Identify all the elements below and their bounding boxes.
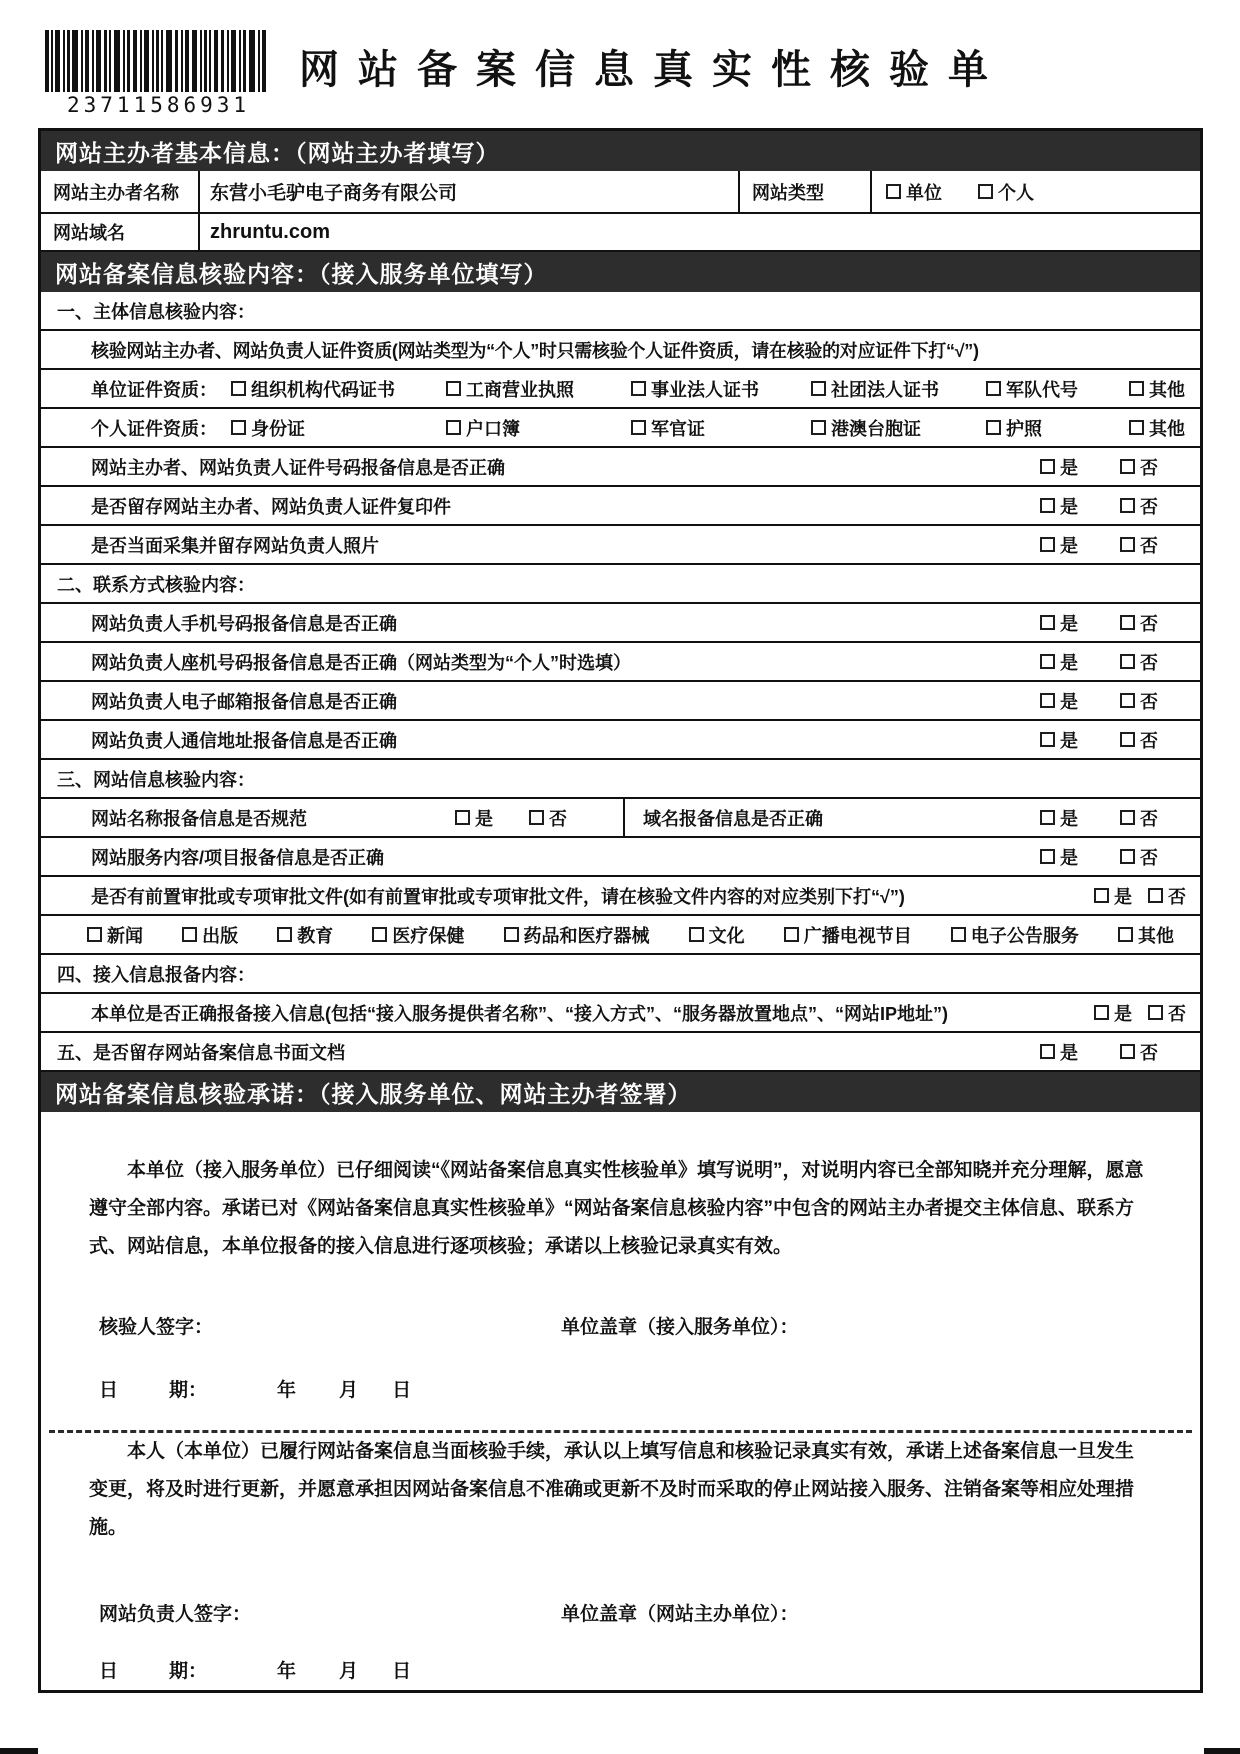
domain-value: zhruntu.com [198,214,1200,250]
checkbox-icon [1040,1044,1055,1059]
checkbox-site-type-personal[interactable]: 个人 [978,179,1034,205]
checkbox-passport[interactable]: 护照 [986,415,1129,441]
checkbox-icon [446,381,461,396]
section-title-contact-info: 二、联系方式核验内容： [41,565,1200,604]
isp-seal-label: 单位盖章（接入服务单位）： [561,1317,799,1338]
section-title-website-info: 三、网站信息核验内容： [41,760,1200,799]
checkbox-icon [1148,888,1163,903]
question-text: 网站主办者、网站负责人证件号码报备信息是否正确 [91,457,505,478]
organizer-name-value: 东营小毛驴电子商务有限公司 [198,171,738,212]
checkbox-icon [1040,498,1055,513]
page-title: 网站备案信息真实性核验单 [299,48,1007,92]
checkbox-icon [1040,849,1055,864]
question-text: 网站服务内容/项目报备信息是否正确 [91,847,384,868]
question-text: 网站负责人手机号码报备信息是否正确 [91,613,397,634]
checkbox-no[interactable]: 否 [1120,454,1158,480]
question-text: 五、是否留存网站备案信息书面文档 [57,1042,345,1063]
checkbox-icon [1120,732,1135,747]
barcode-block [45,30,273,117]
checkbox-icon [1120,654,1135,669]
checkbox-icon [182,927,197,942]
checkbox-no[interactable]: 否 [1120,649,1158,675]
row-written-docs-kept [41,1033,1200,1072]
barcode-number: 23711586931 [67,93,251,117]
checkbox-icon [1040,615,1055,630]
checkbox-no[interactable]: 否 [1148,1000,1186,1026]
verification-form [38,128,1203,1693]
question-text: 是否有前置审批或专项审批文件(如有前置审批或专项审批文件，请在核验文件内容的对应类别下打“√”) [91,886,905,907]
form-header [0,0,1240,126]
checkbox-education[interactable]: 教育 [277,922,333,948]
checkbox-publishing[interactable]: 出版 [182,922,238,948]
section-header-commitment: 网站备案信息核验承诺：（接入服务单位、网站主办者签署） [41,1072,1200,1112]
checkbox-icon [986,420,1001,435]
checkbox-icon [1120,693,1135,708]
row-photo-collected [41,526,1200,565]
checkbox-icon [811,381,826,396]
checkbox-association-cert[interactable]: 社团法人证书 [811,376,986,402]
checkbox-icon [1120,459,1135,474]
page-corner-mark [0,1748,38,1754]
row-email-correct [41,682,1200,721]
checkbox-no[interactable]: 否 [1120,493,1158,519]
checkbox-icon [1040,732,1055,747]
checkbox-icon [1120,537,1135,552]
checkbox-icon [277,927,292,942]
checkbox-yes[interactable]: 是 [455,805,493,831]
question-text: 是否当面采集并留存网站负责人照片 [91,535,379,556]
checkbox-icon [1040,693,1055,708]
checkbox-no[interactable]: 否 [1120,727,1158,753]
checkbox-yes[interactable]: 是 [1040,844,1078,870]
organizer-seal-label: 单位盖章（网站主办单位）： [561,1604,799,1625]
checkbox-icon [1120,615,1135,630]
checkbox-icon [1040,810,1055,825]
checkbox-id-card[interactable]: 身份证 [231,415,446,441]
checkbox-icon [1120,1044,1135,1059]
checkbox-news[interactable]: 新闻 [87,922,143,948]
checkbox-site-type-unit[interactable]: 单位 [886,179,942,205]
checkbox-business-license[interactable]: 工商营业执照 [446,376,631,402]
checkbox-yes[interactable]: 是 [1040,493,1078,519]
row-cert-number-correct [41,448,1200,487]
question-text: 网站负责人座机号码报备信息是否正确（网站类型为“个人”时选填） [91,652,631,673]
checkbox-household-register[interactable]: 户口簿 [446,415,631,441]
checkbox-icon [1129,420,1144,435]
note-cert-verification: 核验网站主办者、网站负责人证件资质(网站类型为“个人”时只需核验个人证件资质，请在核验的对应证件下打“√”) [41,331,1200,370]
checkbox-no[interactable]: 否 [1120,532,1158,558]
cell-domain-info [623,799,1200,836]
org-cert-label: 单位证件资质： [91,379,217,400]
question-text: 是否留存网站主办者、网站负责人证件复印件 [91,496,451,517]
checkbox-icon [811,420,826,435]
checkbox-icon [87,927,102,942]
checkbox-military-code[interactable]: 军队代号 [986,376,1129,402]
row-preapproval-docs [41,877,1200,916]
checkbox-no[interactable]: 否 [1148,883,1186,909]
date-row-verifier: 日 期： 年 月 日 [99,1380,412,1401]
personal-cert-label: 个人证件资质： [91,418,217,439]
row-access-info-correct [41,994,1200,1033]
question-text: 域名报备信息是否正确 [643,808,823,829]
checkbox-icon [1040,537,1055,552]
checkbox-hk-macao-taiwan-cert[interactable]: 港澳台胞证 [811,415,986,441]
barcode-icon [45,30,267,92]
checkbox-yes[interactable]: 是 [1040,454,1078,480]
checkbox-icon [978,184,993,199]
section-title-access-info: 四、接入信息报备内容： [41,955,1200,994]
site-type-options [870,171,1200,212]
site-manager-signature-label: 网站负责人签字： [99,1604,252,1625]
row-domain [41,214,1200,252]
checkbox-icon [1094,1005,1109,1020]
checkbox-yes[interactable]: 是 [1040,649,1078,675]
row-landline-correct [41,643,1200,682]
checkbox-yes[interactable]: 是 [1040,805,1078,831]
checkbox-no[interactable]: 否 [1120,844,1158,870]
checkbox-yes[interactable]: 是 [1040,610,1078,636]
commitment-paragraph-organizer: 本人（本单位）已履行网站备案信息当面核验手续，承认以上填写信息和核验记录真实有效，承诺上述备案信息一旦发生变更，将及时进行更新，并愿意承担因网站备案信息不准确或更新不及时而采取的停止网站接入服务、注销备案等相应处理措施。 [89,1441,1135,1538]
checkbox-icon [446,420,461,435]
checkbox-no[interactable]: 否 [1120,688,1158,714]
checkbox-icon [784,927,799,942]
date-row-site-manager: 日 期： 年 月 日 [99,1661,412,1682]
question-text: 网站负责人通信地址报备信息是否正确 [91,730,397,751]
question-text: 网站名称报备信息是否规范 [91,808,307,829]
checkbox-military-officer-cert[interactable]: 军官证 [631,415,811,441]
row-site-name-and-domain [41,799,1200,838]
checkbox-ebbs[interactable]: 电子公告服务 [951,922,1079,948]
checkbox-icon [631,381,646,396]
checkbox-yes[interactable]: 是 [1040,532,1078,558]
page-corner-mark [1204,1748,1240,1754]
checkbox-icon [1094,888,1109,903]
checkbox-icon [1040,459,1055,474]
checkbox-icon [886,184,901,199]
row-cert-copy-kept [41,487,1200,526]
checkbox-icon [1120,498,1135,513]
section-header-basic-info: 网站主办者基本信息：（网站主办者填写） [41,131,1200,171]
checkbox-institution-cert[interactable]: 事业法人证书 [631,376,811,402]
checkbox-no[interactable]: 否 [1120,610,1158,636]
row-org-cert-types [41,370,1200,409]
checkbox-icon [504,927,519,942]
row-mobile-correct [41,604,1200,643]
checkbox-icon [631,420,646,435]
checkbox-org-other[interactable]: 其他 [1129,376,1190,402]
checkbox-no[interactable]: 否 [1120,805,1158,831]
checkbox-icon [1118,927,1133,942]
checkbox-icon [1120,849,1135,864]
verifier-signature-label: 核验人签字： [99,1317,214,1338]
checkbox-icon [372,927,387,942]
checkbox-yes[interactable]: 是 [1094,883,1132,909]
domain-label: 网站域名 [53,223,125,243]
checkbox-no[interactable]: 否 [1120,1039,1158,1065]
checkbox-icon [231,381,246,396]
row-organizer-name [41,171,1200,214]
row-address-correct [41,721,1200,760]
checkbox-broadcast-tv[interactable]: 广播电视节目 [784,922,912,948]
checkbox-org-code-cert[interactable]: 组织机构代码证书 [231,376,446,402]
checkbox-icon [689,927,704,942]
checkbox-yes[interactable]: 是 [1040,688,1078,714]
cell-site-name [41,799,623,836]
commitment-paragraph-isp: 本单位（接入服务单位）已仔细阅读“《网站备案信息真实性核验单》填写说明”，对说明内容已全部知晓并充分理解，愿意遵守全部内容。承诺已对《网站备案信息真实性核验单》“网站备案信息核验内容”中包含的网站主办者提交主体信息、联系方式、网站信息，本单位报备的接入信息进行逐项核验；承诺以上核验记录真实有效。 [89,1160,1144,1257]
checkbox-category-other[interactable]: 其他 [1118,922,1174,948]
checkbox-yes[interactable]: 是 [1040,727,1078,753]
checkbox-icon [455,810,470,825]
checkbox-icon [1129,381,1144,396]
row-preapproval-categories [41,916,1200,955]
checkbox-icon [1120,810,1135,825]
checkbox-icon [1148,1005,1163,1020]
checkbox-icon [1040,654,1055,669]
site-type-label: 网站类型 [738,171,870,212]
checkbox-icon [986,381,1001,396]
organizer-name-label: 网站主办者名称 [53,182,179,203]
checkbox-icon [951,927,966,942]
section-header-verify-content: 网站备案信息核验内容：（接入服务单位填写） [41,252,1200,292]
checkbox-healthcare[interactable]: 医疗保健 [372,922,464,948]
checkbox-yes[interactable]: 是 [1094,1000,1132,1026]
row-personal-cert-types [41,409,1200,448]
checkbox-yes[interactable]: 是 [1040,1039,1078,1065]
row-service-content-correct [41,838,1200,877]
checkbox-no[interactable]: 否 [529,805,567,831]
checkbox-culture[interactable]: 文化 [689,922,745,948]
question-text: 本单位是否正确报备接入信息(包括“接入服务提供者名称”、“接入方式”、“服务器放置地点”、“网站IP地址”) [91,1003,948,1024]
section-title-subject-info: 一、主体信息核验内容： [41,292,1200,331]
question-text: 网站负责人电子邮箱报备信息是否正确 [91,691,397,712]
signature-row-verifier [41,1312,1200,1339]
checkbox-icon [529,810,544,825]
signature-row-site-manager [41,1599,1200,1626]
checkbox-personal-other[interactable]: 其他 [1129,415,1190,441]
checkbox-icon [231,420,246,435]
checkbox-drugs-medical-devices[interactable]: 药品和医疗器械 [504,922,650,948]
commitment-body [41,1112,1200,1690]
